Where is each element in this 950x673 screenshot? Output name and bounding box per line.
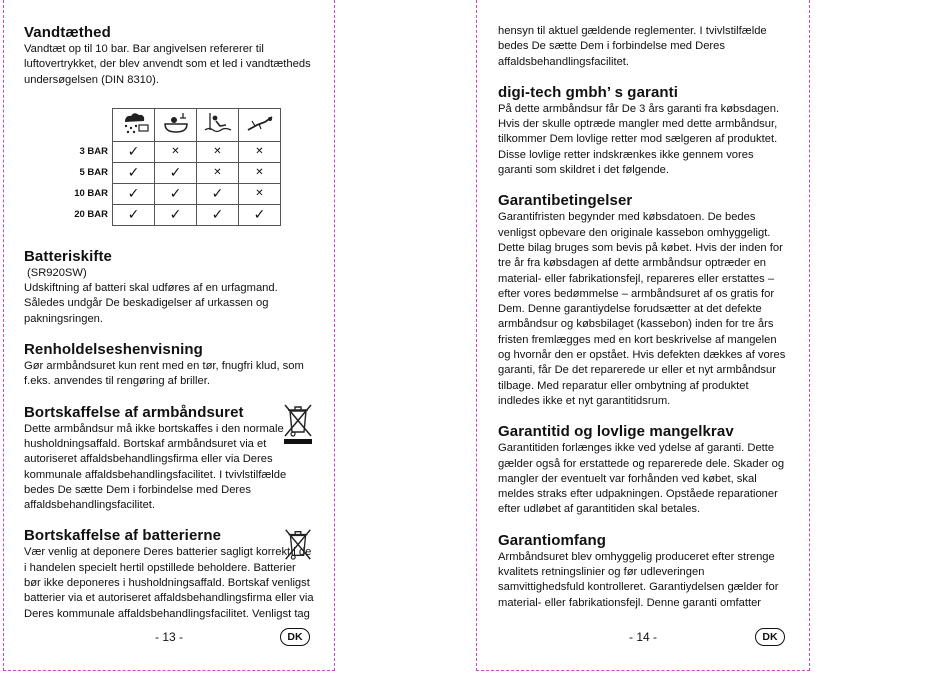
check-icon: ✓	[155, 204, 197, 225]
page-13-content	[24, 24, 314, 622]
section-bortskaffelse-ur	[24, 404, 314, 514]
diving-icon	[239, 108, 281, 141]
cross-icon: ✕	[197, 141, 239, 162]
cross-icon: ✕	[155, 141, 197, 162]
cross-icon: ✕	[197, 162, 239, 183]
page-14	[476, 0, 810, 671]
text-bortskaffelse-batterier: Vær venlig at deponere Deres batterier sagligt korrekt i de i handelen specielt hertil opstillede beholdere. Batterier bør ikke deponeres i husholdningsaffald. Bortskaf venligst batterier via et autoriseret affaldsbehandlingsfirma eller via Deres kommunale affaldsbehandlingsfacilitet. Venligst tag	[24, 546, 314, 620]
heading-vandtaethed: Vandtæthed	[24, 24, 111, 41]
heading-renhold: Renholdelseshenvisning	[24, 341, 203, 359]
text-garantibetingelser: Garantifristen begynder med købsdatoen. De bedes venligst opbevare den originale kassebon omhyggeligt. Dette bilag bruges som bevis på købet. Hvis der inden for tre år fra købsdagen af dette armbåndsur optræder en material- eller fabrikationsfejl, repareres eller erstattes – efter vores bedømmelse – armbåndsuret af os gratis for Dem. Denne garantiydelse forudsætter at det defekte armbåndsur og købsbilaget (kassebon) inden for tre års fristen fremlægges med en kort beskrivelse af mangelen og hvornår den er opstået. Hvis defekten dækkes af vores garanti, får De det reparerede ur eller et nyt armbåndsur tilbage. Med reparatur eller ombytning af produktet indledes ikke et nyt garantitidsrum.	[498, 211, 786, 407]
section-garantiomfang	[498, 532, 787, 611]
section-bortskaffelse-batterier	[24, 527, 314, 621]
section-renhold	[24, 341, 314, 390]
text-intro-continued: hensyn til aktuel gældende reglementer. I tvivlstilfælde bedes De sætte Dem i forbindelse med Deres affaldsbehandlingsfacilitet.	[498, 25, 767, 68]
heading-bortskaffelse-batterier: Bortskaffelse af batterierne	[24, 527, 222, 545]
text-renhold: Gør armbåndsuret kun rent med en tør, fnugfri klud, som f.eks. anvendes til rengøring af briller.	[24, 360, 304, 388]
section-garanti	[498, 84, 787, 178]
rain-splash-icon	[113, 108, 155, 141]
heading-bortskaffelse-ur: Bortskaffelse af armbåndsuret	[24, 403, 244, 421]
check-icon: ✓	[113, 183, 155, 204]
row-label: 20 BAR	[74, 209, 108, 221]
table-row	[71, 204, 281, 225]
table-header-row	[71, 108, 281, 141]
row-label: 10 BAR	[74, 188, 108, 200]
text-bortskaffelse-ur: Dette armbåndsur må ikke bortskaffes i den normale husholdningsaffald. Bortskaf armbåndsuret via et autoriseret affaldsbehandlingsfirma eller via Deres kommunale affaldsbehandlingsfacilitet. I tvivlstilfælde bedes De sætte Dem i forbindelse med Deres affaldsbehandlingsfacilitet.	[24, 422, 287, 512]
page-14-footer	[477, 628, 809, 646]
check-icon: ✓	[197, 183, 239, 204]
section-vandtaethed	[24, 24, 314, 88]
cross-icon: ✕	[239, 162, 281, 183]
table-row	[71, 183, 281, 204]
heading-garanti: digi-tech gmbh’ s garanti	[498, 83, 679, 101]
language-badge: DK	[755, 628, 785, 646]
check-icon: ✓	[197, 204, 239, 225]
table-row	[71, 141, 281, 162]
table-row	[71, 162, 281, 183]
check-icon: ✓	[113, 141, 155, 162]
crossed-bin-icon	[282, 402, 314, 446]
check-icon: ✓	[113, 162, 155, 183]
section-garantibetingelser	[498, 192, 787, 409]
page-14-content	[498, 24, 787, 611]
check-icon: ✓	[155, 162, 197, 183]
cross-icon: ✕	[239, 141, 281, 162]
section-batteriskifte	[24, 248, 314, 327]
water-resistance-table	[71, 108, 281, 226]
check-icon: ✓	[239, 204, 281, 225]
heading-batteriskifte: Batteriskifte	[24, 247, 112, 265]
page-13	[3, 0, 335, 671]
section-garantitid	[498, 423, 787, 517]
shower-bath-icon	[155, 108, 197, 141]
swimming-icon	[197, 108, 239, 141]
text-garantiomfang: Armbåndsuret blev omhyggelig produceret efter strenge kvalitets retningslinier og før udleveringen samvittighedsfuld kontrolleret. Garantiydelsen gælder for material- eller fabrikationsfejl. Denne garanti omfatter	[498, 550, 779, 609]
crossed-bin-icon	[282, 527, 314, 561]
heading-garantitid: Garantitid og lovlige mangelkrav	[498, 423, 734, 441]
page-number: - 13 -	[154, 630, 183, 644]
text-garanti: På dette armbåndsur får De 3 års garanti fra købsdagen. Hvis der skulle optræde mangler med dette armbåndsur, tilkommer Dem lovlige retter mod sælgeren af produktet. Disse lovlige retter indskrænkes ikke gennem vores garanti som skildret i det følgende.	[498, 102, 780, 177]
page-13-footer	[4, 628, 334, 646]
language-badge: DK	[280, 628, 310, 646]
cross-icon: ✕	[239, 183, 281, 204]
text-batteriskifte: Udskiftning af batteri skal udføres af en urfagmand. Således undgår De beskadigelser af urkassen og pakningsringen.	[24, 282, 278, 325]
battery-model: (SR920SW)	[27, 266, 87, 279]
text-vandtaethed: Vandtæt op til 10 bar. Bar angivelsen refererer til luftovertrykket, der blev anvendt som et led i vandtætheds undersøgelsen (DIN 8310).	[24, 43, 311, 86]
heading-garantiomfang: Garantiomfang	[498, 531, 606, 549]
heading-garantibetingelser: Garantibetingelser	[498, 192, 633, 210]
row-label: 5 BAR	[79, 167, 108, 179]
page-number: - 14 -	[628, 630, 657, 644]
row-label: 3 BAR	[79, 146, 108, 158]
check-icon: ✓	[113, 204, 155, 225]
check-icon: ✓	[155, 183, 197, 204]
text-garantitid: Garantitiden forlænges ikke ved ydelse af garanti. Dette gælder også for erstattede og reparerede dele. Skader og mangler der eventuelt var forhånden ved købet, skal meldes straks efter udpakningen. Opståede reparationer efter udløbet af garantitiden skal betales.	[498, 442, 785, 516]
